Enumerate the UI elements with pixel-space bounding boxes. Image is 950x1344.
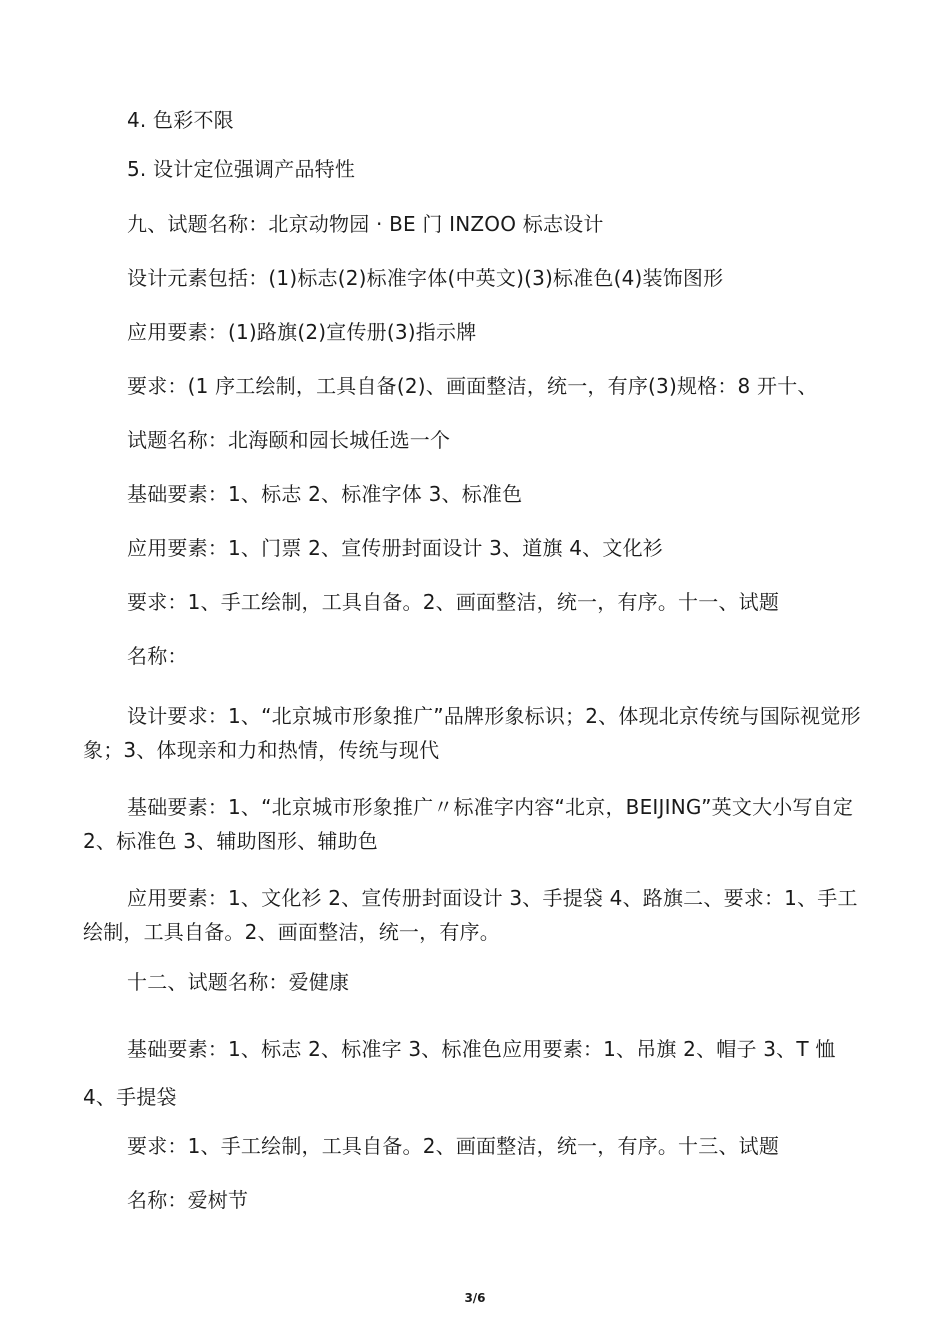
section-heading: 十二、试题名称：爱健康 [127,970,350,994]
paragraph: 基础要素：1、“北京城市形象推广〃标准字内容“北京，BEIJING”英文大小写自定 2、标准色 3、辅助图形、辅助色 [83,795,854,853]
section-heading: 九、试题名称：北京动物园 · BE 门 INZOO 标志设计 [127,212,604,236]
text-line: 名称：爱树节 [127,1188,249,1212]
page-number: 3/6 [464,1291,486,1305]
paragraph: 设计要求：1、“北京城市形象推广”品牌形象标识；2、体现北京传统与国际视觉形象；3、体现亲和力和热情，传统与现代 [83,704,861,762]
text-line: 要求：1、手工绘制，工具自备。2、画面整洁，统一，有序。十三、试题 [127,1134,780,1158]
text-line: 试题名称：北海颐和园长城任选一个 [127,428,451,452]
text-line: 5. 设计定位强调产品特性 [127,157,356,181]
text-line: 设计元素包括：(1)标志(2)标准字体(中英文)(3)标准色(4)装饰图形 [127,266,724,290]
text-line: 要求：1、手工绘制，工具自备。2、画面整洁，统一，有序。十一、试题 [127,590,780,614]
text-line: 名称： [127,644,188,668]
paragraph: 基础要素：1、标志 2、标准字 3、标准色应用要素：1、吊旗 2、帽子 3、T 恤 4、手提袋 [83,1037,836,1109]
text-line: 4. 色彩不限 [127,108,234,132]
paragraph: 应用要素：1、文化衫 2、宣传册封面设计 3、手提袋 4、路旗二、要求：1、手工绘制，工具自备。2、画面整洁，统一，有序。 [83,886,858,944]
text-line: 应用要素：(1)路旗(2)宣传册(3)指示牌 [127,320,477,344]
text-line: 要求：(1 序工绘制，工具自备(2)、画面整洁，统一，有序(3)规格：8 开十、 [127,374,818,398]
text-line: 基础要素：1、标志 2、标准字体 3、标准色 [127,482,523,506]
text-line: 应用要素：1、门票 2、宣传册封面设计 3、道旗 4、文化衫 [127,536,663,560]
